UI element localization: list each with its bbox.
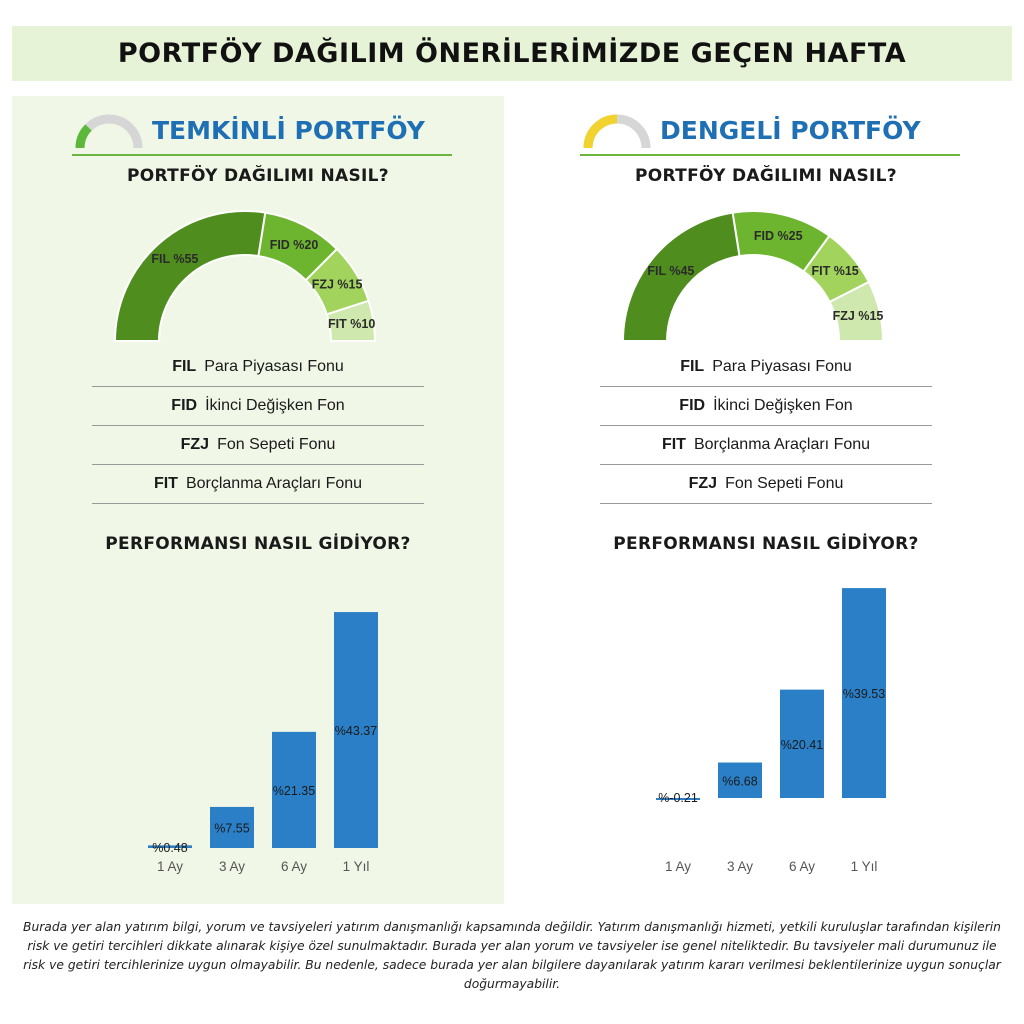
temkinli-panel xyxy=(12,96,504,904)
bar-category-label: 1 Yıl xyxy=(342,859,370,874)
slice-label: FZJ %15 xyxy=(832,308,884,323)
donut-slice xyxy=(115,211,265,341)
fund-label: Fon Sepeti Fonu xyxy=(217,436,336,453)
allocation-question: PORTFÖY DAĞILIMI NASIL? xyxy=(635,166,897,186)
fund-label: İkinci Değişken Fon xyxy=(205,397,345,414)
slice-label: FIT %15 xyxy=(811,263,859,278)
allocation-donut-chart xyxy=(107,208,407,348)
gauge-fill xyxy=(80,128,89,149)
gauge-fill xyxy=(588,119,617,148)
fund-label: Fon Sepeti Fonu xyxy=(725,475,844,492)
performance-bar-chart xyxy=(112,566,412,886)
performance-question: PERFORMANSI NASIL GİDİYOR? xyxy=(613,534,919,554)
header-divider xyxy=(72,154,452,156)
bar-value-label: %0.48 xyxy=(152,841,188,855)
bar-value-label: %21.35 xyxy=(272,783,316,798)
legend-row xyxy=(92,426,424,465)
fund-legend xyxy=(600,348,932,504)
legend-row xyxy=(92,348,424,387)
fund-legend xyxy=(92,348,424,504)
legend-row xyxy=(92,387,424,426)
fund-code: FZJ xyxy=(180,436,210,453)
bar-value-label: %7.55 xyxy=(214,821,250,836)
legend-row xyxy=(600,426,932,465)
fund-code: FIL xyxy=(680,358,705,375)
legend-row xyxy=(600,348,932,387)
fund-code: FID xyxy=(171,397,198,414)
bar-category-label: 3 Ay xyxy=(218,859,246,874)
allocation-donut-chart xyxy=(615,208,915,348)
fund-label: Para Piyasası Fonu xyxy=(204,358,344,375)
page-title: PORTFÖY DAĞILIM ÖNERİLERİMİZDE GEÇEN HAFTA xyxy=(117,38,907,69)
header-divider xyxy=(580,154,960,156)
legend-row xyxy=(92,465,424,504)
slice-label: FIT %10 xyxy=(328,317,376,332)
performance-bar-chart xyxy=(620,566,920,886)
legend-row xyxy=(600,465,932,504)
gauge-low-icon xyxy=(72,112,146,152)
slice-label: FIL %45 xyxy=(647,263,695,278)
bar-value-label: %20.41 xyxy=(780,737,824,752)
portfolio-header xyxy=(72,112,452,154)
portfolio-header xyxy=(580,112,960,154)
portfolio-title: DENGELİ PORTFÖY xyxy=(660,116,921,145)
bar-value-label: %-0.21 xyxy=(658,791,698,805)
bar-value-label: %6.68 xyxy=(722,774,758,789)
bar-category-label: 3 Ay xyxy=(726,859,754,874)
fund-code: FIT xyxy=(661,436,686,453)
bar-value-label: %39.53 xyxy=(842,687,886,702)
dengeli-panel xyxy=(520,96,1012,904)
bar-category-label: 1 Yıl xyxy=(850,859,878,874)
allocation-question: PORTFÖY DAĞILIMI NASIL? xyxy=(127,166,389,186)
fund-code: FZJ xyxy=(688,475,718,492)
portfolio-title: TEMKİNLİ PORTFÖY xyxy=(152,116,425,145)
fund-code: FID xyxy=(679,397,706,414)
legend-row xyxy=(600,387,932,426)
bar-value-label: %43.37 xyxy=(334,724,378,739)
performance-question: PERFORMANSI NASIL GİDİYOR? xyxy=(105,534,411,554)
bar-category-label: 6 Ay xyxy=(788,859,816,874)
slice-label: FID %20 xyxy=(269,237,319,252)
bar-category-label: 6 Ay xyxy=(280,859,308,874)
gauge-mid-icon xyxy=(580,112,654,152)
slice-label: FIL %55 xyxy=(151,251,199,266)
title-banner xyxy=(12,26,1012,81)
slice-label: FID %25 xyxy=(753,228,803,243)
fund-code: FIT xyxy=(153,475,178,492)
bar-category-label: 1 Ay xyxy=(156,859,184,874)
fund-label: Borçlanma Araçları Fonu xyxy=(185,475,363,492)
fund-label: İkinci Değişken Fon xyxy=(713,397,853,414)
fund-label: Para Piyasası Fonu xyxy=(712,358,852,375)
slice-label: FZJ %15 xyxy=(311,277,363,292)
legal-disclaimer: Burada yer alan yatırım bilgi, yorum ve tavsiyeleri yatırım danışmanlığı kapsamında değildir. Yatırım danışmanlığı hizmeti, yetkili kuruluşlar tarafından kişilerin risk ve getiri tercihleri dikkate alınarak kişiye özel sunulmaktadır. Burada yer alan yorum ve tavsiyeler ise genel niteliktedir. Bu tavsiyeler mali durumunuz ile risk ve getiri tercihlerinize uygun olmayabilir. Bu nedenle, sadece burada yer alan bilgilere dayanılarak yatırım kararı verilmesi beklentilerinize uygun sonuçlar doğurmayabilir. xyxy=(23,920,1001,991)
fund-code: FIL xyxy=(172,358,197,375)
bar-category-label: 1 Ay xyxy=(664,859,692,874)
fund-label: Borçlanma Araçları Fonu xyxy=(693,436,871,453)
